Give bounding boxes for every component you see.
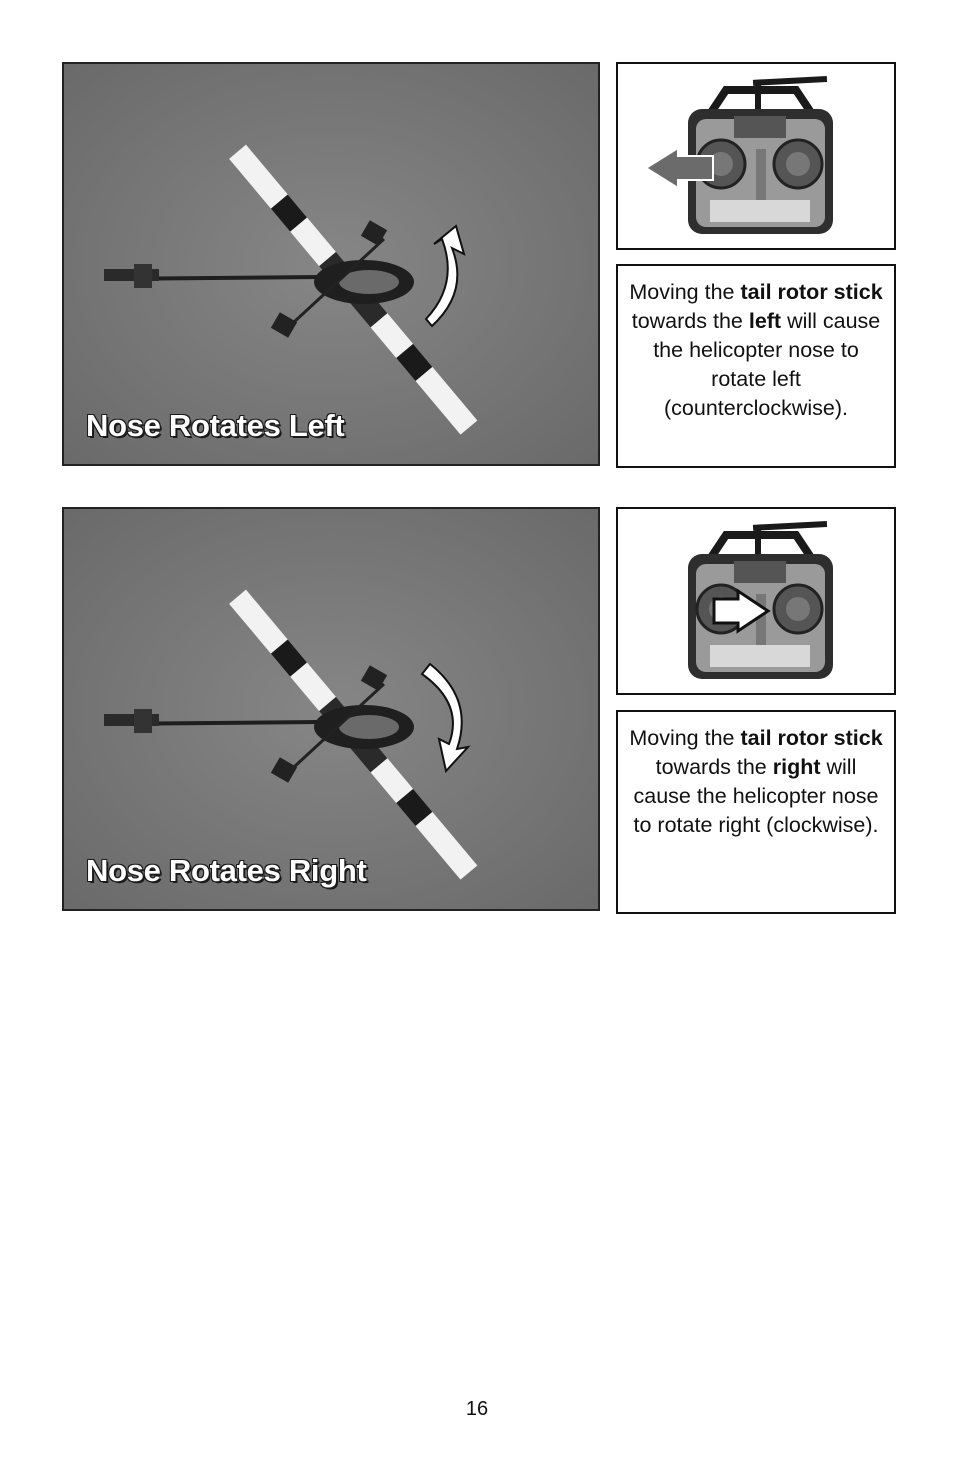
page-number: 16 bbox=[465, 1398, 489, 1420]
description-bold: tail rotor stick bbox=[740, 280, 883, 304]
description-text: towards the bbox=[631, 309, 749, 333]
photo-title: Nose Rotates Right bbox=[86, 853, 367, 888]
helicopter-image bbox=[64, 64, 598, 464]
description-bold: tail rotor stick bbox=[740, 726, 883, 750]
description-bold: right bbox=[772, 755, 821, 779]
transmitter-figure-left bbox=[616, 62, 896, 250]
description-text: will cause the helicopter nose to rotate right (clockwise). bbox=[633, 755, 879, 837]
transmitter-figure-right bbox=[616, 507, 896, 695]
description-box-left bbox=[616, 264, 896, 468]
description-text: Moving the bbox=[629, 726, 741, 750]
description-text: Moving the bbox=[629, 280, 741, 304]
helicopter-image bbox=[64, 509, 598, 909]
transmitter-image bbox=[618, 509, 894, 693]
description-text: will cause the helicopter nose to rotate left (counterclockwise). bbox=[653, 309, 881, 420]
helicopter-photo-right bbox=[62, 507, 600, 911]
description-box-right bbox=[616, 710, 896, 914]
description-text: towards the bbox=[655, 755, 773, 779]
description-bold: left bbox=[748, 309, 782, 333]
photo-title: Nose Rotates Left bbox=[86, 408, 345, 443]
helicopter-photo-left bbox=[62, 62, 600, 466]
transmitter-image bbox=[618, 64, 894, 248]
